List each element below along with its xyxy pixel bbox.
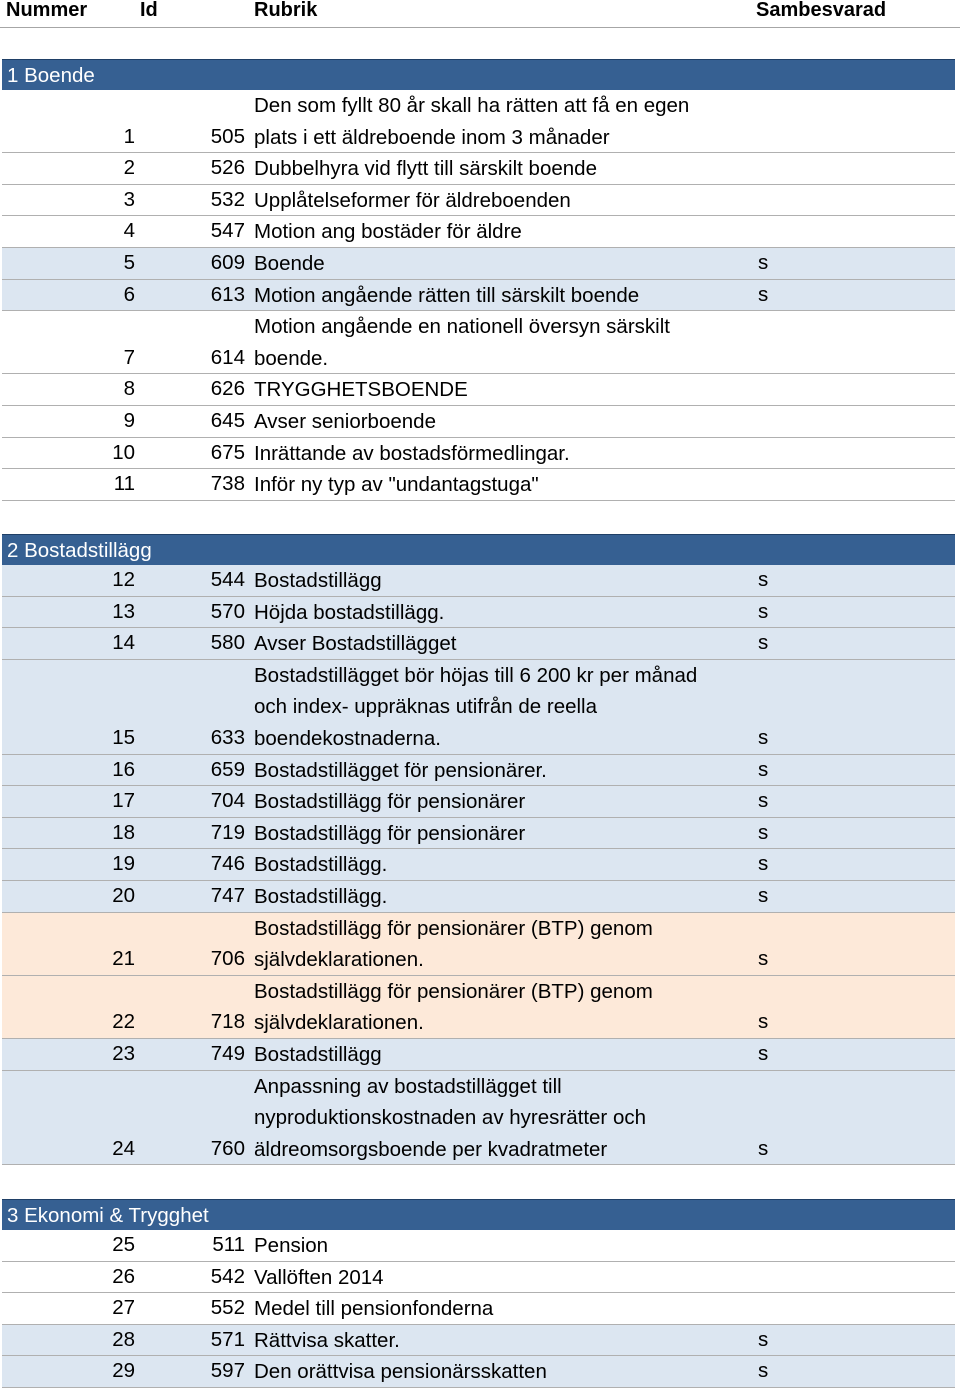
row-nummer: 29 — [112, 1359, 135, 1383]
row-rubrik: Motion ang bostäder för äldre — [254, 220, 522, 244]
row-rubrik: Medel till pensionfonderna — [254, 1297, 494, 1321]
table-row — [2, 628, 955, 660]
section-title: 1 Boende — [7, 64, 95, 87]
table-row — [2, 1071, 955, 1166]
table-row — [2, 849, 955, 881]
row-id: 718 — [210, 1010, 245, 1034]
row-id: 760 — [210, 1136, 245, 1160]
row-nummer: 8 — [123, 377, 135, 401]
row-rubrik: Motion angående rätten till särskilt boende — [254, 283, 640, 307]
table-row — [2, 216, 955, 248]
row-nummer: 1 — [123, 124, 135, 148]
row-rubrik: Avser seniorboende — [254, 410, 436, 433]
row-nummer: 20 — [112, 884, 135, 907]
row-id: 542 — [210, 1264, 245, 1288]
row-rubrik: Boende — [254, 252, 325, 275]
row-nummer: 19 — [112, 852, 135, 876]
section-header — [2, 1199, 955, 1230]
row-nummer: 27 — [112, 1296, 135, 1320]
row-nummer: 12 — [112, 568, 135, 591]
row-id: 570 — [210, 599, 245, 623]
table-row — [2, 1262, 955, 1294]
row-id: 609 — [210, 251, 245, 274]
row-id: 747 — [210, 884, 245, 907]
row-sambesvarad: s — [758, 820, 769, 844]
row-nummer: 14 — [112, 631, 135, 655]
row-nummer: 26 — [112, 1264, 135, 1288]
row-sambesvarad: s — [758, 599, 769, 623]
row-id: 511 — [212, 1233, 245, 1256]
row-nummer: 2 — [123, 156, 135, 180]
row-nummer: 4 — [123, 219, 135, 243]
row-rubrik: Höjda bostadstillägg. — [254, 600, 445, 624]
row-id: 526 — [210, 156, 245, 180]
row-sambesvarad: s — [758, 947, 769, 971]
row-id: 626 — [210, 377, 245, 401]
row-id: 633 — [210, 726, 245, 749]
table-row — [2, 565, 955, 597]
row-rubrik: Bostadstillägg. — [254, 853, 388, 877]
row-id: 614 — [210, 345, 245, 369]
row-rubrik: Den som fyllt 80 år skall ha rätten att få en egen plats i ett äldreboende inom 3 månader — [254, 94, 690, 149]
table-row — [2, 438, 955, 470]
row-sambesvarad: s — [758, 1359, 769, 1383]
table-row — [2, 374, 955, 406]
row-rubrik: Vallöften 2014 — [254, 1265, 384, 1289]
row-rubrik: Inför ny typ av "undantagstuga" — [254, 473, 539, 497]
row-id: 706 — [210, 947, 245, 971]
row-sambesvarad: s — [758, 1042, 769, 1065]
row-id: 544 — [210, 568, 245, 591]
row-id: 532 — [210, 187, 245, 211]
row-id: 675 — [210, 440, 245, 464]
row-rubrik: Upplåtelseformer för äldreboenden — [254, 188, 571, 212]
row-nummer: 15 — [112, 726, 135, 749]
row-sambesvarad: s — [758, 757, 769, 781]
table-row — [2, 660, 955, 755]
table-row — [2, 248, 955, 280]
row-rubrik: Motion angående en nationell översyn särskilt boende. — [254, 315, 670, 370]
row-sambesvarad: s — [758, 884, 769, 907]
row-id: 597 — [210, 1359, 245, 1383]
row-rubrik: Anpassning av bostadstillägget till nyproduktionskostnaden av hyresrätter och äldreomsorgsboende per kvadratmeter — [254, 1074, 647, 1161]
table-row — [2, 280, 955, 312]
row-id: 547 — [210, 219, 245, 243]
row-rubrik: Bostadstillägg för pensionärer (BTP) genom självdeklarationen. — [254, 916, 653, 972]
row-sambesvarad: s — [758, 1136, 769, 1160]
row-rubrik: TRYGGHETSBOENDE — [254, 378, 468, 402]
row-id: 704 — [210, 789, 245, 813]
row-id: 571 — [210, 1327, 245, 1351]
table-row — [2, 1356, 955, 1388]
row-rubrik: Bostadstillägg för pensionärer — [254, 821, 526, 845]
table-row — [2, 153, 955, 185]
row-rubrik: Avser Bostadstillägget — [254, 632, 457, 656]
row-nummer: 9 — [123, 409, 135, 432]
row-sambesvarad: s — [758, 251, 769, 274]
row-nummer: 13 — [112, 599, 135, 623]
row-nummer: 5 — [123, 251, 135, 274]
row-nummer: 23 — [112, 1042, 135, 1065]
table-row — [2, 1325, 955, 1357]
row-rubrik: Bostadstillägg. — [254, 885, 388, 908]
row-rubrik: Inrättande av bostadsförmedlingar. — [254, 441, 570, 465]
table-row — [2, 311, 955, 374]
row-rubrik: Den orättvisa pensionärsskatten — [254, 1360, 547, 1384]
row-nummer: 25 — [112, 1233, 135, 1256]
table-row — [2, 406, 955, 438]
row-sambesvarad: s — [758, 631, 769, 655]
table-row — [2, 469, 955, 501]
row-nummer: 6 — [123, 282, 135, 306]
row-id: 738 — [210, 472, 245, 496]
table-row — [2, 755, 955, 787]
row-rubrik: Bostadstillägg — [254, 569, 382, 592]
row-rubrik: Bostadstillägg — [254, 1043, 382, 1066]
table-row — [2, 597, 955, 629]
table-row — [2, 913, 955, 976]
section-title: 3 Ekonomi & Trygghet — [7, 1204, 209, 1227]
row-nummer: 21 — [112, 947, 135, 971]
row-sambesvarad: s — [758, 852, 769, 876]
table-row — [2, 90, 955, 153]
row-rubrik: Dubbelhyra vid flytt till särskilt boende — [254, 157, 597, 181]
row-rubrik: Bostadstillägg för pensionärer — [254, 790, 526, 814]
row-nummer: 11 — [113, 472, 135, 496]
header-sambesvarad: Sambesvarad — [756, 0, 887, 21]
row-id: 505 — [210, 124, 245, 148]
header-rubrik: Rubrik — [254, 0, 318, 21]
header-nummer: Nummer — [6, 0, 88, 21]
row-id: 749 — [210, 1042, 245, 1065]
row-nummer: 18 — [112, 820, 135, 844]
row-nummer: 3 — [123, 187, 135, 211]
row-sambesvarad: s — [758, 568, 769, 591]
section-header — [2, 534, 955, 565]
row-rubrik: Rättvisa skatter. — [254, 1328, 400, 1352]
table-row — [2, 786, 955, 818]
row-nummer: 22 — [112, 1010, 135, 1034]
section-header — [2, 59, 955, 90]
table-row — [2, 976, 955, 1039]
row-sambesvarad: s — [758, 726, 769, 749]
row-rubrik: Pension — [254, 1234, 329, 1257]
table-row — [2, 1293, 955, 1325]
section-title: 2 Bostadstillägg — [7, 539, 152, 562]
row-nummer: 24 — [112, 1136, 135, 1160]
row-nummer: 28 — [112, 1327, 135, 1351]
row-rubrik: Bostadstillägg för pensionärer (BTP) genom självdeklarationen. — [254, 979, 653, 1035]
row-id: 645 — [210, 409, 245, 432]
row-nummer: 7 — [123, 345, 135, 369]
header-id: Id — [140, 0, 158, 21]
table-row — [2, 185, 955, 217]
row-sambesvarad: s — [758, 282, 769, 306]
row-id: 613 — [210, 282, 245, 306]
table-row — [2, 1230, 955, 1262]
table-row — [2, 881, 955, 913]
row-id: 719 — [210, 820, 245, 844]
row-nummer: 16 — [112, 757, 135, 781]
row-id: 580 — [210, 631, 245, 655]
table-row — [2, 1039, 955, 1071]
table-header — [0, 0, 960, 28]
row-sambesvarad: s — [758, 789, 769, 813]
row-id: 746 — [210, 852, 245, 876]
row-id: 552 — [210, 1296, 245, 1320]
table-row — [2, 818, 955, 850]
row-sambesvarad: s — [758, 1010, 769, 1034]
row-sambesvarad: s — [758, 1327, 769, 1351]
row-rubrik: Bostadstillägget bör höjas till 6 200 kr per månad och index- uppräknas utifrån de reella boendekostnaderna. — [254, 663, 698, 750]
row-nummer: 10 — [112, 440, 135, 464]
row-nummer: 17 — [112, 789, 135, 813]
row-id: 659 — [210, 757, 245, 781]
row-rubrik: Bostadstillägget för pensionärer. — [254, 758, 547, 782]
